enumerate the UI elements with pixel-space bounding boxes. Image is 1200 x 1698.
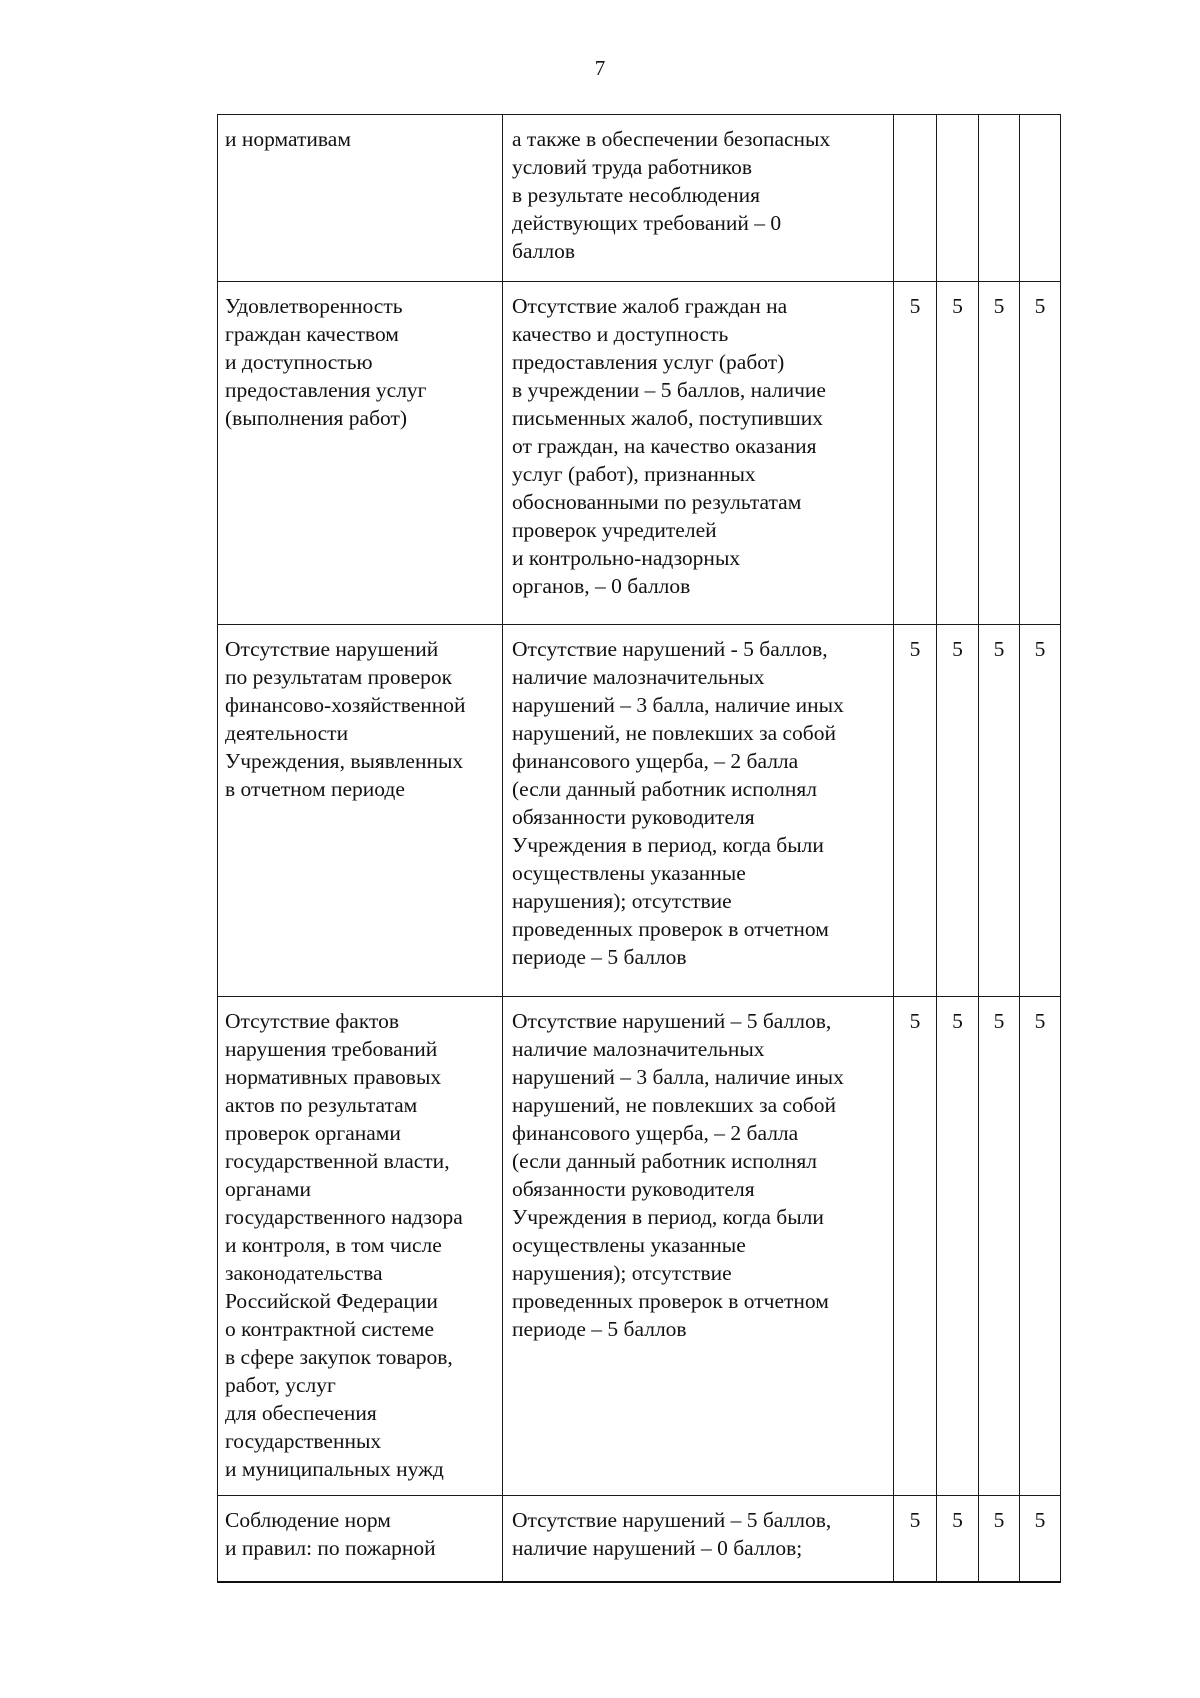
table-row bbox=[218, 997, 1061, 1496]
score-cell: 5 bbox=[937, 282, 979, 625]
score-cell: 5 bbox=[1020, 625, 1061, 997]
scoring-rule-cell: Отсутствие нарушений - 5 баллов, наличие малозначительных нарушений – 3 балла, наличие иных нарушений, не повлекших за собой финансового ущерба, – 2 балла (если данный работник исполнял обязанности руководителя Учреждения в период, когда были осуществлены указанные нарушения); отсутствие проведенных проверок в отчетном периоде – 5 баллов bbox=[503, 625, 894, 997]
score-cell: 5 bbox=[979, 625, 1020, 997]
table-row bbox=[218, 1496, 1061, 1582]
criterion-cell: и нормативам bbox=[218, 115, 503, 282]
criteria-table bbox=[217, 114, 1061, 1583]
score-cell: 5 bbox=[979, 1496, 1020, 1582]
score-cell: 5 bbox=[1020, 1496, 1061, 1582]
score-cell: 5 bbox=[894, 1496, 937, 1582]
score-cell bbox=[894, 115, 937, 282]
score-cell bbox=[979, 115, 1020, 282]
score-cell: 5 bbox=[979, 282, 1020, 625]
score-cell: 5 bbox=[1020, 997, 1061, 1496]
score-cell: 5 bbox=[1020, 282, 1061, 625]
score-cell bbox=[937, 115, 979, 282]
score-cell: 5 bbox=[894, 997, 937, 1496]
table-row bbox=[218, 115, 1061, 282]
scoring-rule-cell: Отсутствие нарушений – 5 баллов, наличие нарушений – 0 баллов; bbox=[503, 1496, 894, 1582]
table-row bbox=[218, 625, 1061, 997]
criterion-cell: Отсутствие нарушений по результатам проверок финансово-хозяйственной деятельности Учреждения, выявленных в отчетном периоде bbox=[218, 625, 503, 997]
score-cell: 5 bbox=[937, 997, 979, 1496]
score-cell: 5 bbox=[937, 1496, 979, 1582]
score-cell: 5 bbox=[894, 282, 937, 625]
table-row bbox=[218, 282, 1061, 625]
scoring-rule-cell: Отсутствие жалоб граждан на качество и доступность предоставления услуг (работ) в учреждении – 5 баллов, наличие письменных жалоб, поступивших от граждан, на качество оказания услуг (работ), признанных обоснованными по результатам проверок учредителей и контрольно-надзорных органов, – 0 баллов bbox=[503, 282, 894, 625]
scoring-rule-cell: а также в обеспечении безопасных условий труда работников в результате несоблюдения действующих требований – 0 баллов bbox=[503, 115, 894, 282]
score-cell bbox=[1020, 115, 1061, 282]
score-cell: 5 bbox=[979, 997, 1020, 1496]
scoring-rule-cell: Отсутствие нарушений – 5 баллов, наличие малозначительных нарушений – 3 балла, наличие иных нарушений, не повлекших за собой финансового ущерба, – 2 балла (если данный работник исполнял обязанности руководителя Учреждения в период, когда были осуществлены указанные нарушения); отсутствие проведенных проверок в отчетном периоде – 5 баллов bbox=[503, 997, 894, 1496]
criterion-cell: Удовлетворенность граждан качеством и доступностью предоставления услуг (выполнения работ) bbox=[218, 282, 503, 625]
criterion-cell: Соблюдение норм и правил: по пожарной bbox=[218, 1496, 503, 1582]
score-cell: 5 bbox=[894, 625, 937, 997]
page-number: 7 bbox=[594, 56, 606, 80]
criterion-cell: Отсутствие фактов нарушения требований нормативных правовых актов по результатам проверок органами государственной власти, органами государственного надзора и контроля, в том числе законодательства Российской Федерации о контрактной системе в сфере закупок товаров, работ, услуг для обеспечения государственных и муниципальных нужд bbox=[218, 997, 503, 1496]
score-cell: 5 bbox=[937, 625, 979, 997]
